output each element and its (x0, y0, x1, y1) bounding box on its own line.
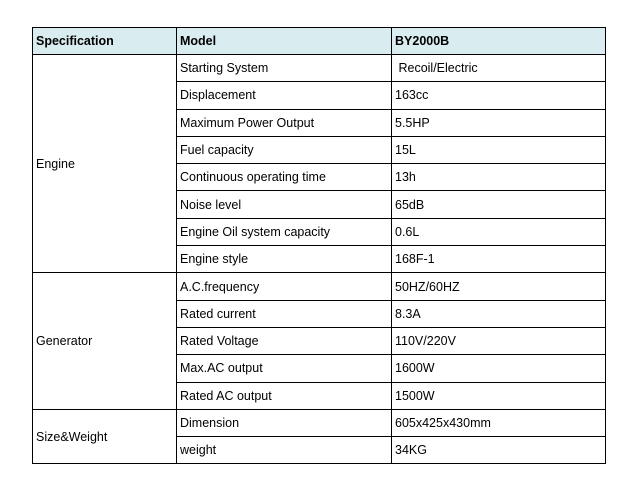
spec-label: Noise level (177, 191, 392, 218)
spec-value: 15L (392, 136, 606, 163)
spec-value: 168F-1 (392, 246, 606, 273)
spec-label: Dimension (177, 409, 392, 436)
header-model: Model (177, 28, 392, 55)
header-model-name: BY2000B (392, 28, 606, 55)
spec-value: 13h (392, 164, 606, 191)
spec-label: Rated current (177, 300, 392, 327)
spec-label: Starting System (177, 55, 392, 82)
spec-value: 34KG (392, 437, 606, 464)
spec-value: 1500W (392, 382, 606, 409)
spec-label: A.C.frequency (177, 273, 392, 300)
spec-label: Engine Oil system capacity (177, 218, 392, 245)
spec-value: 5.5HP (392, 109, 606, 136)
spec-label: Rated Voltage (177, 327, 392, 354)
spec-label: Fuel capacity (177, 136, 392, 163)
spec-value: 110V/220V (392, 327, 606, 354)
table-row (33, 55, 606, 82)
spec-value: 50HZ/60HZ (392, 273, 606, 300)
spec-value: 163cc (392, 82, 606, 109)
spec-label: Maximum Power Output (177, 109, 392, 136)
spec-value: 605x425x430mm (392, 409, 606, 436)
spec-value: 65dB (392, 191, 606, 218)
spec-label: Engine style (177, 246, 392, 273)
group-generator: Generator (33, 273, 177, 409)
table-row (33, 273, 606, 300)
spec-value: 1600W (392, 355, 606, 382)
group-engine: Engine (33, 55, 177, 273)
spec-label: weight (177, 437, 392, 464)
group-size-weight: Size&Weight (33, 409, 177, 464)
header-specification: Specification (33, 28, 177, 55)
table-header-row (33, 28, 606, 55)
spec-value: 8.3A (392, 300, 606, 327)
specification-table (32, 27, 606, 464)
spec-label: Rated AC output (177, 382, 392, 409)
spec-label: Displacement (177, 82, 392, 109)
spec-label: Continuous operating time (177, 164, 392, 191)
spec-value: Recoil/Electric (392, 55, 606, 82)
spec-value: 0.6L (392, 218, 606, 245)
spec-label: Max.AC output (177, 355, 392, 382)
table-row (33, 409, 606, 436)
